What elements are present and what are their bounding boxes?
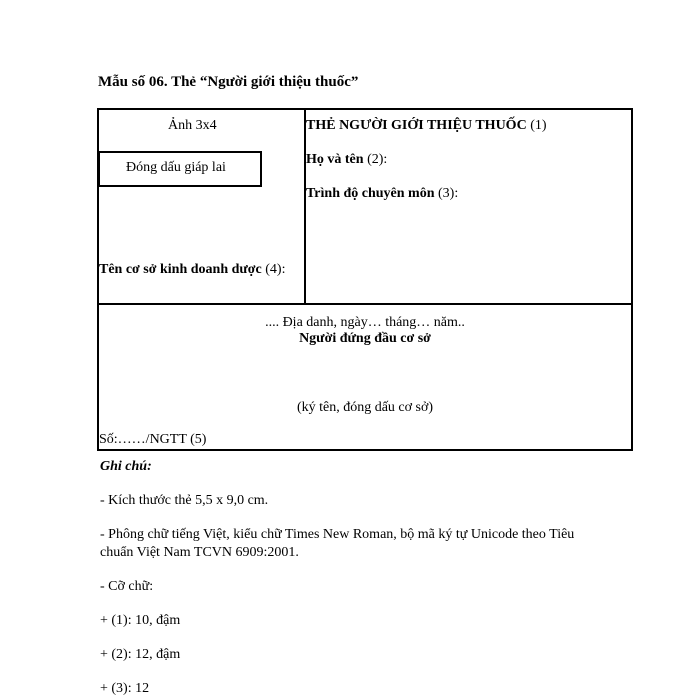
stamp-label: Đóng dấu giáp lai xyxy=(126,160,226,175)
card-title: THẺ NGƯỜI GIỚI THIỆU THUỐC xyxy=(306,118,527,133)
qualification-label: Trình độ chuyên môn xyxy=(306,186,435,201)
card-divider-horizontal xyxy=(97,303,633,305)
head-of-establishment: Người đứng đầu cơ sở xyxy=(299,331,431,346)
qualification-field xyxy=(306,186,458,202)
business-name-field xyxy=(99,262,285,278)
note-item: + (1): 10, đậm xyxy=(100,613,181,628)
signature-note: (ký tên, đóng dấu cơ sở) xyxy=(296,400,434,415)
note-item: - Kích thước thẻ 5,5 x 9,0 cm. xyxy=(100,493,269,508)
notes-heading: Ghi chú: xyxy=(100,459,152,474)
full-name-ref: (2): xyxy=(367,152,388,167)
card-title-ref: (1) xyxy=(530,118,547,133)
card-number: Số:……/NGTT (5) xyxy=(99,432,207,447)
business-name-label: Tên cơ sở kinh doanh dược xyxy=(99,262,262,277)
form-title: Mẫu số 06. Thẻ “Người giới thiệu thuốc” xyxy=(98,74,359,90)
card-border-top xyxy=(97,108,633,110)
card-divider-vertical xyxy=(304,108,306,305)
card-title-field xyxy=(306,118,547,134)
note-item: chuẩn Việt Nam TCVN 6909:2001. xyxy=(100,545,299,560)
photo-label: Ảnh 3x4 xyxy=(168,118,217,133)
card-border-bottom xyxy=(97,449,633,451)
note-item: + (3): 12 xyxy=(100,681,150,696)
qualification-ref: (3): xyxy=(438,186,459,201)
full-name-field xyxy=(306,152,387,168)
stamp-box xyxy=(98,151,262,187)
note-item: + (2): 12, đậm xyxy=(100,647,181,662)
note-item: - Cỡ chữ: xyxy=(100,579,154,594)
full-name-label: Họ và tên xyxy=(306,152,364,167)
place-date: .... Địa danh, ngày… tháng… năm.. xyxy=(265,315,465,330)
business-name-ref: (4): xyxy=(265,262,286,277)
note-item: - Phông chữ tiếng Việt, kiểu chữ Times New Roman, bộ mã ký tự Unicode theo Tiêu xyxy=(100,527,575,542)
